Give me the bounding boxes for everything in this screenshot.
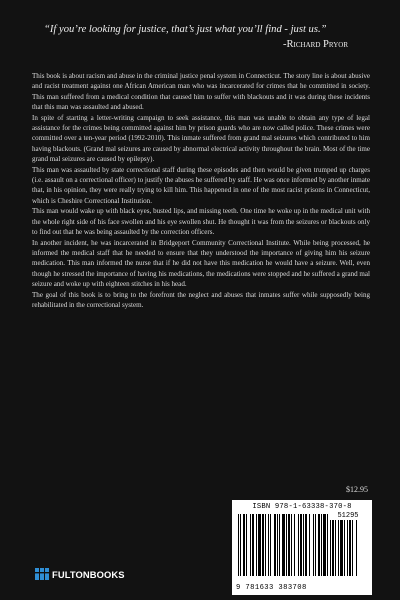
barcode-addon-number: 51295 [337,512,359,520]
epigraph-attribution [283,39,348,50]
barcode-addon-bars [330,520,366,576]
publisher-logo [34,566,125,582]
attribution-dash: - [282,39,287,50]
publisher-name: FULTONBOOKS [52,568,125,580]
price-label: $12.95 [346,485,368,494]
synopsis-paragraph: In another incident, he was incarcerated in Bridgeport Community Correctional Institute. While being processed, he informed the medical staff that he needed to ensure that they understood the importance of giving him his seizure medication. This man informed the nurse that if he did not have this medication he would have a seizure. Well, even though he stressed the importance of having his medications, the medications were stopped and he suffered a grand mal seizure and woke up with eighteen stitches in his head. [32,238,370,289]
synopsis-paragraph: In spite of starting a letter-writing campaign to seek assistance, this man was unable to obtain any type of legal assistance for the crimes being committed against him by prison guards who are now called police. These crimes were committed over a ten-year period (1992-2010). This inmate suffered from grand mal seizures which contributed to him having blackouts. (Grand mal seizures are caused by abnormal electrical activity throughout the brain. Most of the time grand mal seizures are caused by epilepsy). [32,113,370,164]
synopsis-paragraph: This man was assaulted by state correctional staff during these episodes and then would be given trumped up charges (i.e. assault on a correctional officer) to justify the abuses he suffered by staff. He was once informed by another inmate that, in his opinion, they were really trying to kill him. This happened in one of the most racist prisons in Connecticut, which is Cheshire Correctional Institution. [32,165,370,205]
attribution-name: Richard Pryor [286,39,348,50]
synopsis-paragraph: The goal of this book is to bring to the forefront the neglect and abuses that inmates suffer while supposedly being rehabilitated in the correctional system. [32,290,370,309]
synopsis-paragraph: This man would wake up with black eyes, busted lips, and missing teeth. One time he woke up in the medical unit with the whole right side of his face swollen and his eye swollen shut. He thought it was from the seizures or blackouts only to find out that he was being assaulted by the correction officers. [32,207,370,237]
isbn-label: ISBN 978-1-63338-370-8 [252,503,352,511]
epigraph-quote: “If you’re looking for justice, that’s just what you’ll find - just us.” [44,24,327,35]
synopsis-paragraph: This book is about racism and abuse in the criminal justice penal system in Connecticut. The story line is about abusive and racist treatment against one African American man who was incarcerated for crimes that he committed in society. This man suffered from a medical condition that caused him to suffer with blackouts and it was during these incidents that this man was assaulted and abused. [32,72,370,112]
barcode-bars [238,514,328,576]
fulton-logo-icon [34,566,50,582]
isbn-barcode [232,500,372,595]
synopsis [32,71,370,310]
barcode-digits: 9 781633 383708 [236,584,307,592]
